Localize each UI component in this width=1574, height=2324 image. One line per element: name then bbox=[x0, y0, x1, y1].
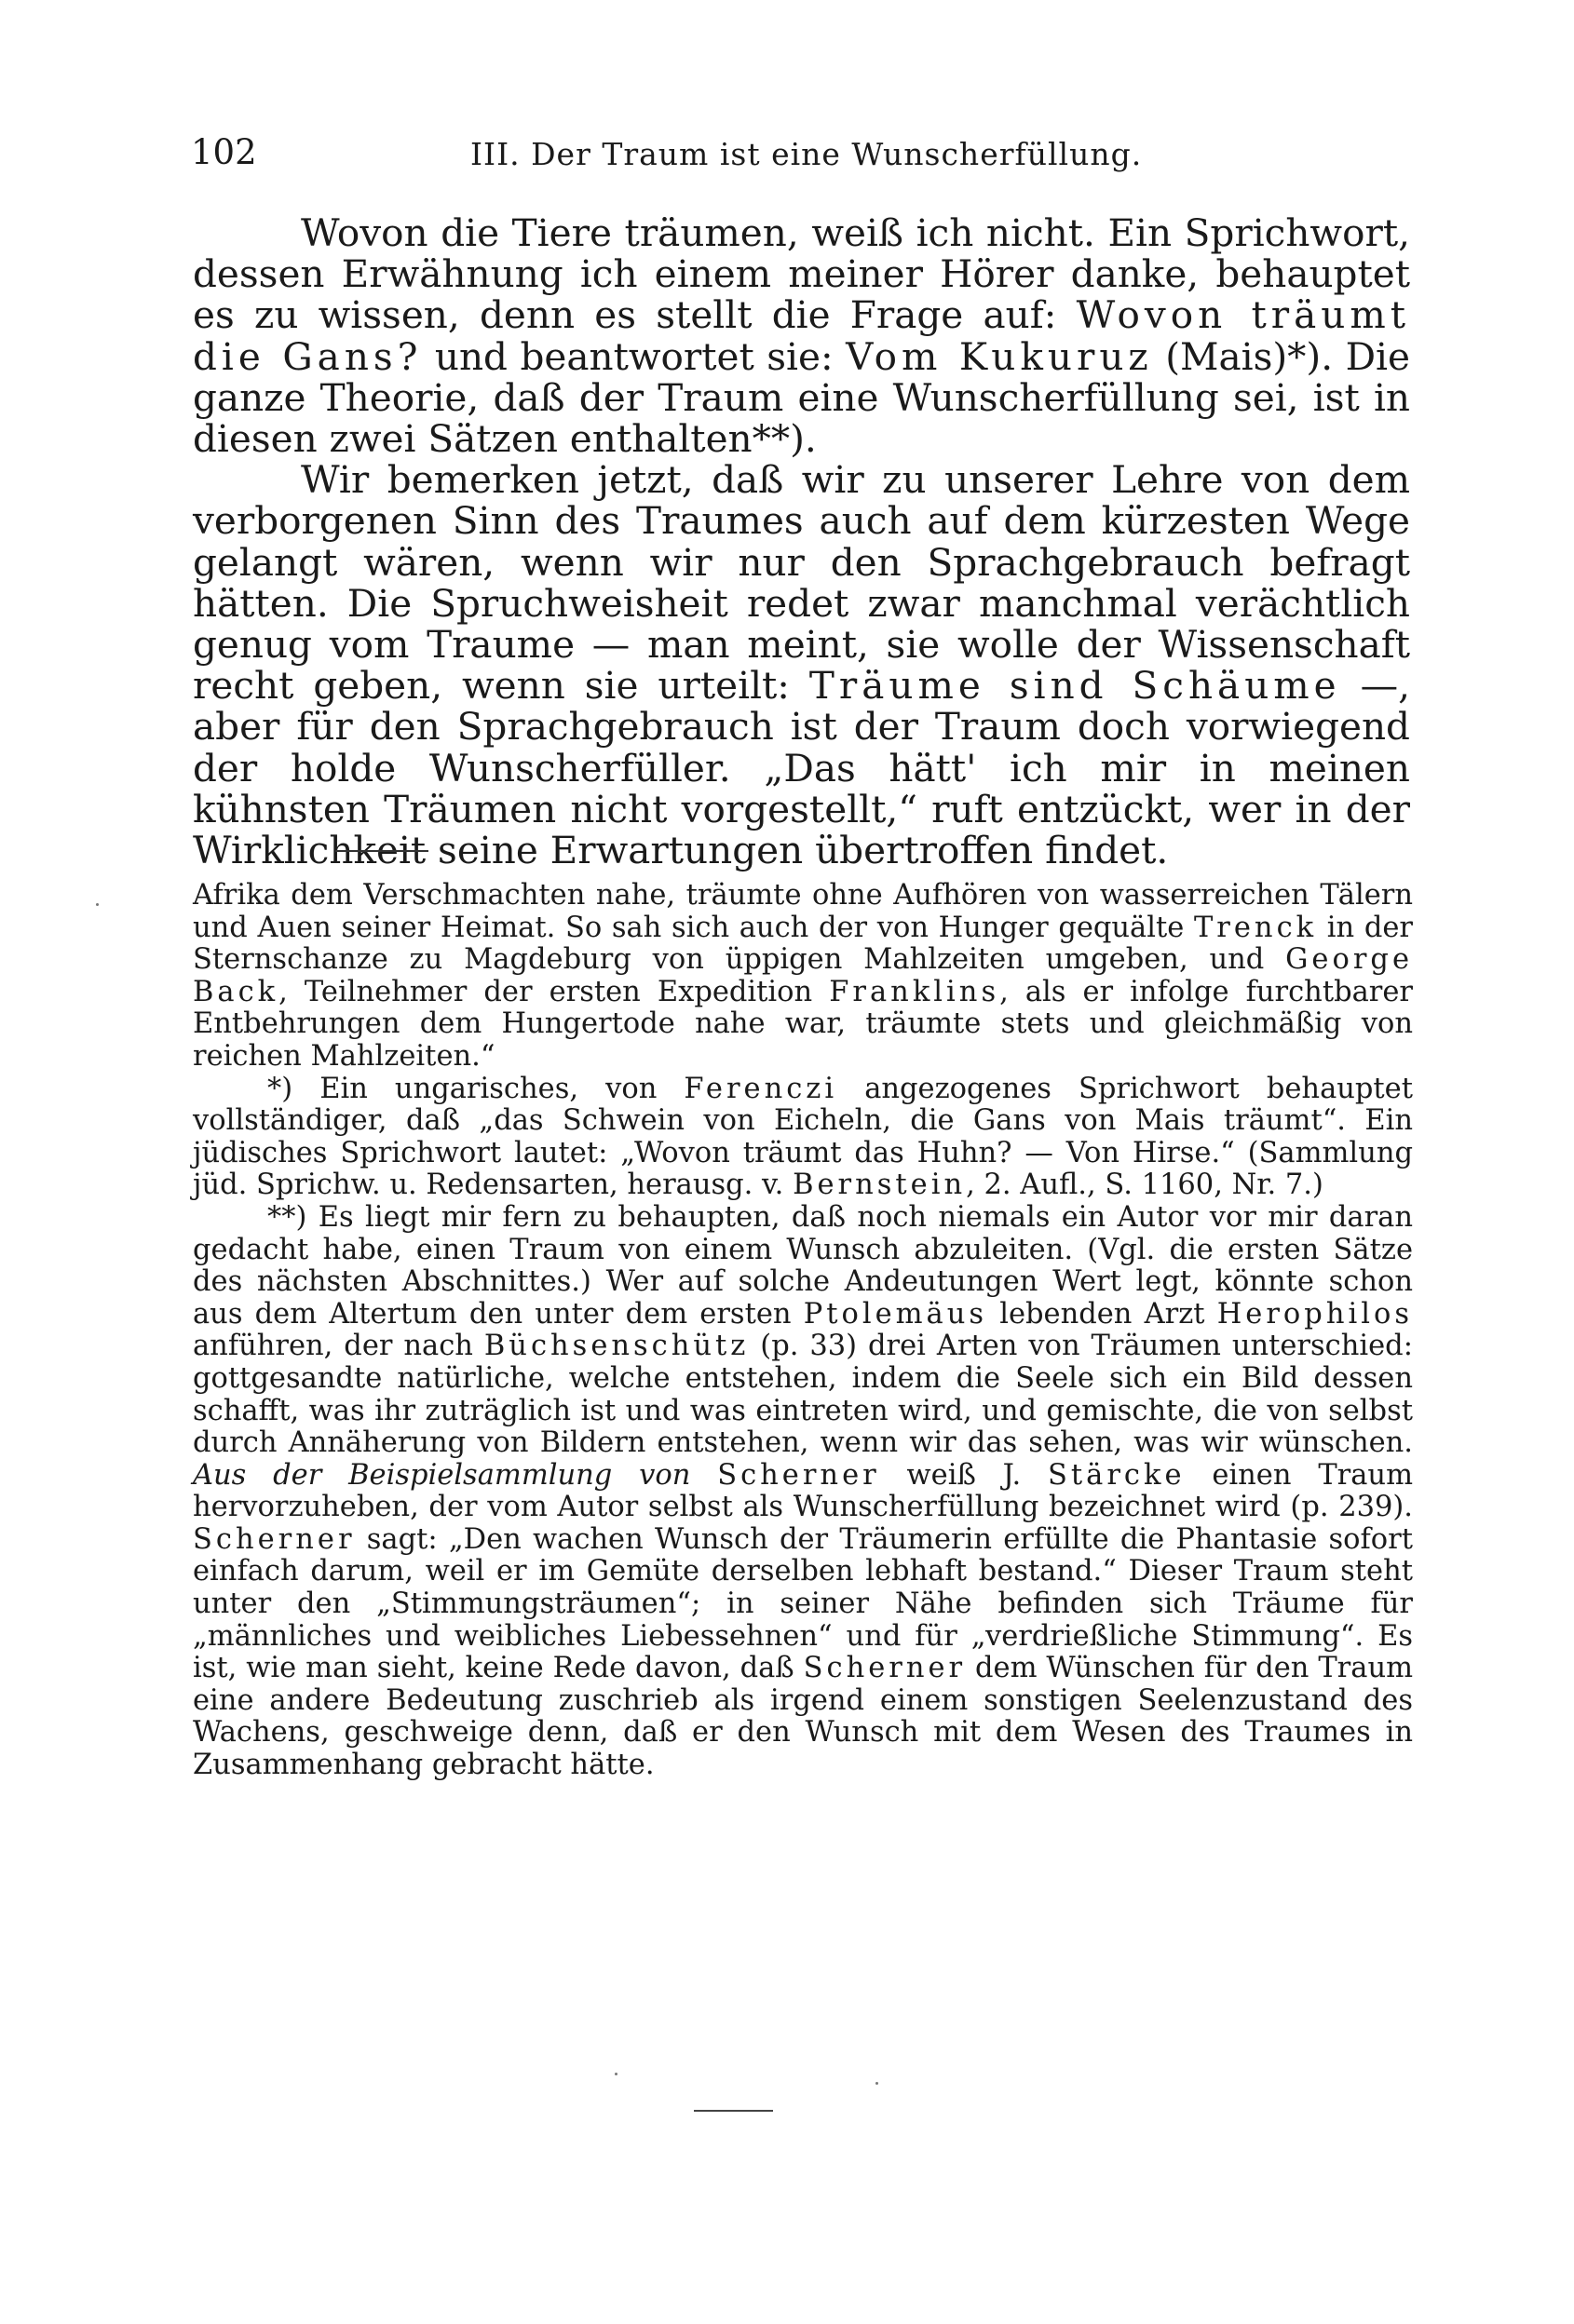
paragraph-1 bbox=[193, 210, 1410, 462]
spaced-text: Wovon träumt die Gans? bbox=[193, 292, 1410, 379]
text-run: und beantwortet sie: bbox=[422, 333, 847, 379]
text-run: Wovon die Tiere träumen, weiß ich nicht. Ein Sprichwort, dessen Erwähnung ich einem meiner Hörer danke, behauptet es zu wissen, denn es stellt die Frage auf: bbox=[193, 210, 1410, 338]
page-header bbox=[191, 132, 1402, 179]
spaced-name: Ptolemäus bbox=[803, 1297, 988, 1331]
page-number: 102 bbox=[191, 132, 257, 172]
spaced-name: Franklins bbox=[829, 975, 1000, 1008]
text-run: lebenden Arzt bbox=[987, 1297, 1217, 1331]
spaced-text: Vom Kukuruz bbox=[846, 333, 1153, 379]
spaced-name: Büchsenschütz bbox=[483, 1330, 750, 1363]
text-run: (p. 33) drei Arten von Träumen unterschied: gottgesandte natürliche, welche entstehen, indem die Seele sich ein Bild dessen schafft, was ihr zuträglich ist und was eintreten wird, und gemischte, die von selbst durch Annäherung von Bildern entstehen, wenn wir das sehen, was wir wünschen. bbox=[193, 1330, 1413, 1460]
spaced-name: Scherner bbox=[803, 1652, 967, 1685]
text-run: *) Ein ungarisches, von bbox=[267, 1072, 685, 1105]
spaced-name: Scherner bbox=[717, 1458, 880, 1492]
text-run: angezogenes Sprichwort behauptet vollständiger, daß „das Schwein von Eicheln, die Gans von Mais träumt“. Ein jüdisches Sprichwort lautet: „Wovon träumt das Huhn? — Von Hirse.“ (Sammlung jüd. Sprichw. u. Redensarten, herausg. v. bbox=[193, 1072, 1413, 1202]
spaced-text: Träume sind Schäume bbox=[808, 663, 1341, 709]
running-head: III. Der Traum ist eine Wunscherfüllung. bbox=[470, 136, 1143, 172]
text-run: —, aber für den Sprachgebrauch ist der Traum doch vorwiegend der holde Wunscherfüller. „Das hätt' ich mir in meinen kühnsten Träumen nicht vorgestellt,“ ruft entzückt, wer in der Wirklichkeit seine Erwartungen übertroffen findet. bbox=[193, 663, 1410, 873]
print-speck bbox=[96, 903, 99, 906]
italic-text: Aus der Beispielsammlung von bbox=[193, 1458, 718, 1492]
print-speck bbox=[875, 2082, 878, 2085]
paragraph-2 bbox=[193, 459, 1410, 871]
spaced-name: George Back bbox=[193, 943, 1413, 1008]
text-run: in der Sternschanze zu Magdeburg von üppigen Mahlzeiten umgeben, und bbox=[193, 911, 1413, 977]
footnote-separator bbox=[335, 850, 428, 852]
end-rule bbox=[694, 2110, 773, 2112]
text-run: dem Wünschen für den Traum eine andere Bedeutung zuschrieb als irgend einem sonstigen Seelenzustand des Wachens, geschweige denn, daß er den Wunsch mit dem Wesen des Traumes in Zusammenhang gebracht hätte. bbox=[193, 1652, 1414, 1782]
footnote-2 bbox=[193, 1202, 1413, 1782]
text-run: (Mais)*). Die ganze Theorie, daß der Traum eine Wunscherfüllung sei, ist in diesen zwei Sätzen enthalten**). bbox=[193, 333, 1410, 462]
spaced-name: Scherner bbox=[193, 1522, 356, 1556]
spaced-name: Stärcke bbox=[1048, 1458, 1186, 1492]
text-run: Afrika dem Verschmachten nahe, träumte ohne Aufhören von wasserreichen Tälern und Auen seiner Heimat. So sah sich auch der von Hunger gequälte bbox=[193, 879, 1413, 944]
spaced-name: Herophilos bbox=[1216, 1297, 1413, 1331]
main-text bbox=[193, 212, 1410, 871]
footnotes bbox=[193, 880, 1413, 1782]
spaced-name: Bernstein bbox=[793, 1169, 967, 1202]
text-run: , 2. Aufl., S. 1160, Nr. 7.) bbox=[966, 1169, 1323, 1202]
text-run: **) Es liegt mir fern zu behaupten, daß noch niemals ein Autor vor mir daran gedacht habe, einen Traum von einem Wunsch abzuleiten. (Vgl. die ersten Sätze des nächsten Abschnittes.) Wer auf solche Andeutungen Wert legt, könnte schon aus dem Altertum den unter dem ersten bbox=[193, 1200, 1413, 1331]
text-run: anführen, der nach bbox=[193, 1330, 484, 1363]
text-run: weiß J. bbox=[879, 1458, 1049, 1492]
spaced-name: Trenck bbox=[1193, 911, 1318, 944]
footnote-1 bbox=[193, 1074, 1413, 1202]
text-run: , als er infolge furchtbarer Entbehrungen dem Hungertode nahe war, träumte stets und gleichmäßig von reichen Mahlzeiten.“ bbox=[193, 975, 1413, 1073]
text-run: , Teilnehmer der ersten Expedition bbox=[278, 975, 830, 1008]
text-run: einen Traum hervorzuheben, der vom Autor selbst als Wunscherfüllung bezeichnet wird (p. 239). bbox=[193, 1458, 1413, 1524]
spaced-name: Ferenczi bbox=[684, 1072, 838, 1105]
text-run: Wir bemerken jetzt, daß wir zu unserer Lehre von dem verborgenen Sinn des Traumes auch auf dem kürzesten Wege gelangt wären, wenn wir nur den Sprachgebrauch befragt hätten. Die Spruchweisheit redet zwar manchmal verächtlich genug vom Traume — man meint, sie wolle der Wissenschaft recht geben, wenn sie urteilt: bbox=[193, 457, 1410, 709]
text-run: sagt: „Den wachen Wunsch der Träumerin erfüllte die Phantasie sofort einfach darum, weil er im Gemüte derselben lebhaft bestand.“ Dieser Traum steht unter den „Stimmungsträumen“; in seiner Nähe befinden sich Träume für „männliches und weibliches Liebessehnen“ und für „verdrießliche Stimmung“. Es ist, wie man sieht, keine Rede davon, daß bbox=[193, 1522, 1413, 1685]
print-speck bbox=[615, 2073, 617, 2075]
footnote-continuation bbox=[193, 880, 1413, 1074]
